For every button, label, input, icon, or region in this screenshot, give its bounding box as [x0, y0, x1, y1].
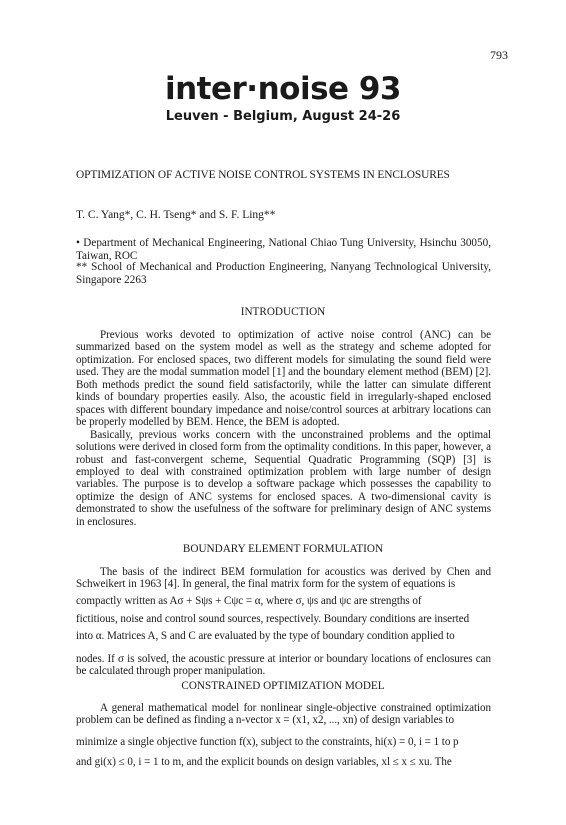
paper-authors: T. C. Yang*, C. H. Tseng* and S. F. Ling**	[76, 209, 276, 221]
intro-paragraph-2: Basically, previous works concern with the unconstrained problems and the optimal solutions were derived in closed form from the optimality conditions. In this paper, however, a robust and fast-convergent scheme, Sequential Quadratic Programming (SQP) [3] is employed to deal with constrained optimization problem with large number of design variables. The purpose is to develop a software package which possesses the capability to optimize the design of ANC systems for enclosed spaces. A two-dimensional cavity is demonstrated to show the usefulness of the software for preliminary design of ANC systems in enclosures.	[76, 428, 491, 528]
bem-line-5: nodes. If σ is solved, the acoustic pressure at interior or boundary locations of enclosures can be calculated through proper manipulation.	[76, 652, 491, 678]
opt-line-3: and gi(x) ≤ 0, i = 1 to m, and the explicit bounds on design variables, xl ≤ x ≤ xu. The	[76, 755, 452, 768]
bem-line-2: compactly written as Aσ + Sψs + Cψc = α, where σ, ψs and ψc are strengths of	[76, 594, 422, 607]
opt-line-2: minimize a single objective function f(x), subject to the constraints, hi(x) = 0, i = 1 to p	[76, 735, 459, 748]
conference-location-date: Leuven - Belgium, August 24-26	[165, 109, 401, 124]
bem-line-4: into α. Matrices A, S and C are evaluated by the type of boundary condition applied to	[76, 630, 455, 643]
page-number: 793	[490, 48, 508, 62]
intro-paragraph-1: Previous works devoted to optimization of active noise control (ANC) can be summarized based on the system model as well as the strategy and scheme adopted for optimization. For enclosed spaces, two different models for simulating the sound field were used. They are the modal summation model [1] and the boundary element method (BEM) [2]. Both methods predict the sound field satisfactorily, while the latter can simulate different kinds of boundary properties easily. Also, the acoustic field in irregularly-shaped enclosed spaces with different boundary impedance and noise/control sources at arbitrary locations can be properly modelled by BEM. Hence, the BEM is adopted.	[76, 329, 491, 429]
affiliation-2: ** School of Mechanical and Production Engineering, Nanyang Technological University, Singapore 2263	[76, 261, 491, 286]
paper-title: OPTIMIZATION OF ACTIVE NOISE CONTROL SYSTEMS IN ENCLOSURES	[76, 169, 450, 181]
opt-line-1: A general mathematical model for nonlinear single-objective constrained optimization problem can be defined as finding a n-vector x = (x1, x2, ..., xn) of design variables to	[76, 702, 491, 727]
bem-body	[76, 566, 491, 678]
section-heading-bem: BOUNDARY ELEMENT FORMULATION	[182, 543, 384, 555]
bem-line-1: The basis of the indirect BEM formulation for acoustics was derived by Chen and Schweikert in 1963 [4]. In general, the final matrix form for the system of equations is	[76, 566, 491, 591]
section-heading-optimization: CONSTRAINED OPTIMIZATION MODEL	[181, 680, 385, 692]
section-heading-introduction: INTRODUCTION	[240, 306, 326, 318]
bem-line-3: fictitious, noise and control sound sources, respectively. Boundary conditions are inserted	[76, 613, 470, 626]
introduction-body	[76, 329, 491, 528]
optimization-body	[76, 702, 491, 773]
conference-logo: inter·noise 93	[164, 71, 401, 107]
affiliation-1: • Department of Mechanical Engineering, National Chiao Tung University, Hsinchu 30050, Taiwan, ROC	[76, 237, 491, 262]
